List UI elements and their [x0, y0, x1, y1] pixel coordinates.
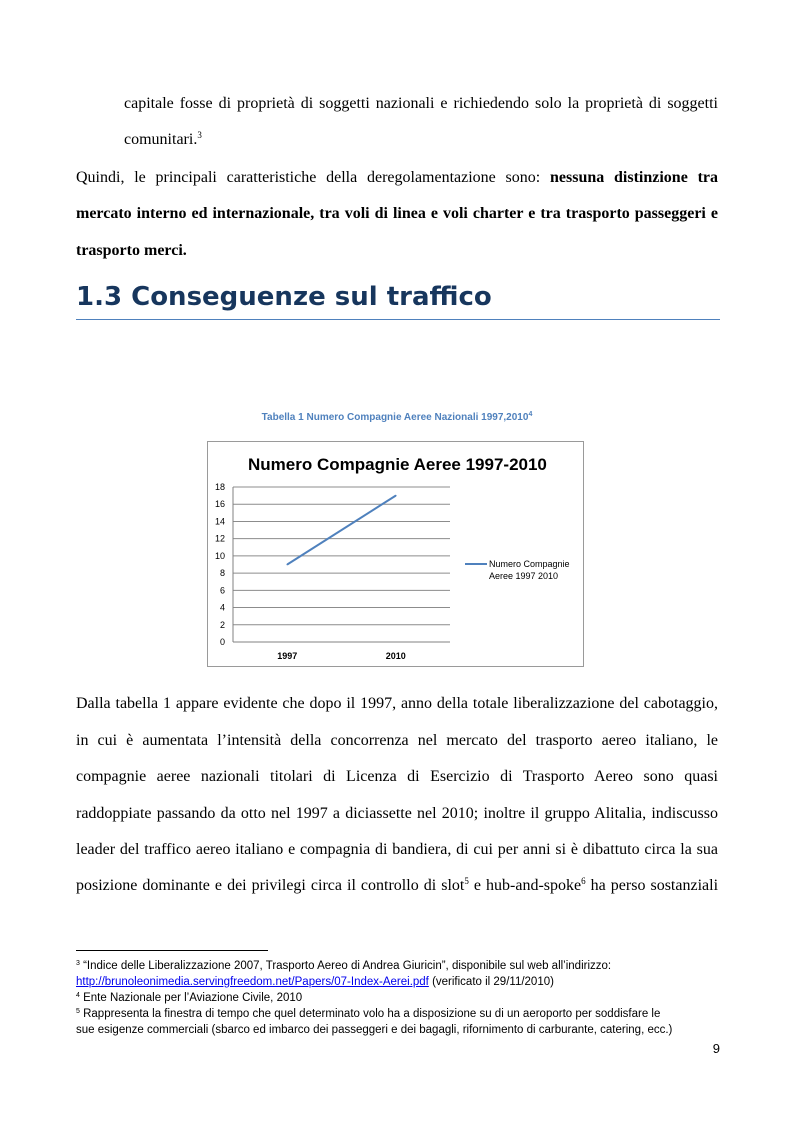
page-number: 9	[712, 1041, 720, 1056]
y-tick-label: 0	[219, 637, 225, 647]
footnote-link[interactable]: http://brunoleonimedia.servingfreedom.net/Papers/07-Index-Aerei.pdf	[76, 976, 429, 988]
y-tick-label: 18	[214, 482, 225, 492]
paragraph-line: leader del traffico aereo italiano e compagnia di bandiera, di cui per anni si è dibattuto circa la sua	[76, 841, 718, 858]
y-tick-label: 4	[219, 602, 225, 613]
section-heading: 1.3 Conseguenze sul traffico	[76, 278, 720, 320]
data-point	[286, 564, 288, 566]
footnote-ref: 3	[197, 130, 202, 140]
chart-svg	[208, 442, 583, 666]
paragraph-line: raddoppiate passando da otto nel 1997 a diciassette nel 2010; inoltre il gruppo Alitalia, indiscusso	[76, 805, 718, 822]
footnote-number: 3	[76, 960, 80, 967]
paragraph-text: ha perso sostanziali	[585, 877, 719, 894]
x-tick-label: 2010	[385, 651, 406, 661]
table-caption	[0, 412, 794, 423]
footnote-text: Ente Nazionale per l’Aviazione Civile, 2010	[79, 992, 303, 1004]
paragraph-text: comunitari.	[124, 131, 198, 148]
paragraph-line	[76, 868, 718, 904]
paragraph-text: Quindi, le principali caratteristiche della deregolamentazione sono:	[76, 169, 550, 186]
y-tick-label: 8	[219, 568, 225, 579]
footnote-3-link-line	[76, 975, 736, 990]
footnote-4	[76, 991, 736, 1006]
footnote-3	[76, 959, 736, 974]
footnote-separator	[76, 950, 268, 951]
footnote-5-cont: sue esigenze commerciali (sbarco ed imbarco dei passeggeri e dei bagagli, rifornimento di carburante, catering, ecc.)	[76, 1024, 673, 1036]
paragraph-line: Dalla tabella 1 appare evidente che dopo il 1997, anno della totale liberalizzazione del cabotaggio,	[76, 695, 718, 712]
paragraph-line	[124, 122, 718, 158]
bold-text: nessuna distinzione tra	[550, 169, 719, 186]
footnote-number: 5	[76, 1008, 80, 1015]
chart-title: Numero Compagnie Aeree 1997-2010	[248, 455, 547, 474]
caption-text: Tabella 1 Numero Compagnie Aeree Nazionali 1997,2010	[261, 412, 529, 423]
paragraph-text: posizione dominante e dei privilegi circa il controllo di slot	[76, 877, 465, 894]
footnote-ref: 4	[528, 411, 533, 418]
paragraph-line: compagnie aeree nazionali titolari di Licenza di Esercizio di Trasporto Aereo sono quasi	[76, 768, 718, 785]
footnote-5	[76, 1007, 736, 1022]
footnote-text: “Indice delle Liberalizzazione 2007, Trasporto Aereo di Andrea Giuricin”, disponibile sul web all’indirizzo:	[79, 960, 612, 972]
data-point	[395, 495, 397, 497]
paragraph-line: capitale fosse di proprietà di soggetti nazionali e richiedendo solo la proprietà di soggetti	[124, 95, 718, 112]
paragraph-text: e hub-and-spoke	[468, 877, 582, 894]
paragraph-line: trasporto merci.	[76, 242, 187, 259]
footnote-number: 4	[76, 992, 80, 999]
paragraph-line: mercato interno ed internazionale, tra voli di linea e voli charter e tra trasporto passeggeri e	[76, 205, 718, 222]
legend-label: Numero Compagnie	[489, 559, 570, 569]
footnote-ref: 5	[464, 876, 469, 886]
y-tick-label: 2	[219, 619, 225, 630]
y-tick-label: 6	[219, 585, 225, 596]
footnote-ref: 6	[581, 876, 586, 886]
y-tick-label: 16	[214, 499, 225, 510]
paragraph-line: in cui è aumentata l’intensità della concorrenza nel mercato del trasporto aereo italiano, le	[76, 732, 718, 749]
y-tick-label: 10	[214, 550, 225, 561]
y-tick-label: 12	[214, 533, 225, 544]
footnote-text: Rappresenta la finestra di tempo che quel determinato volo ha a disposizione su di un aeroporto per soddisfare le	[79, 1008, 661, 1020]
x-tick-label: 1997	[277, 651, 298, 661]
legend-label: Aeree 1997 2010	[489, 571, 559, 581]
y-tick-label: 14	[214, 516, 225, 527]
series-line	[287, 496, 396, 565]
footnote-text: (verificato il 29/11/2010)	[428, 976, 554, 988]
paragraph-line	[76, 160, 718, 196]
line-chart	[207, 441, 584, 667]
